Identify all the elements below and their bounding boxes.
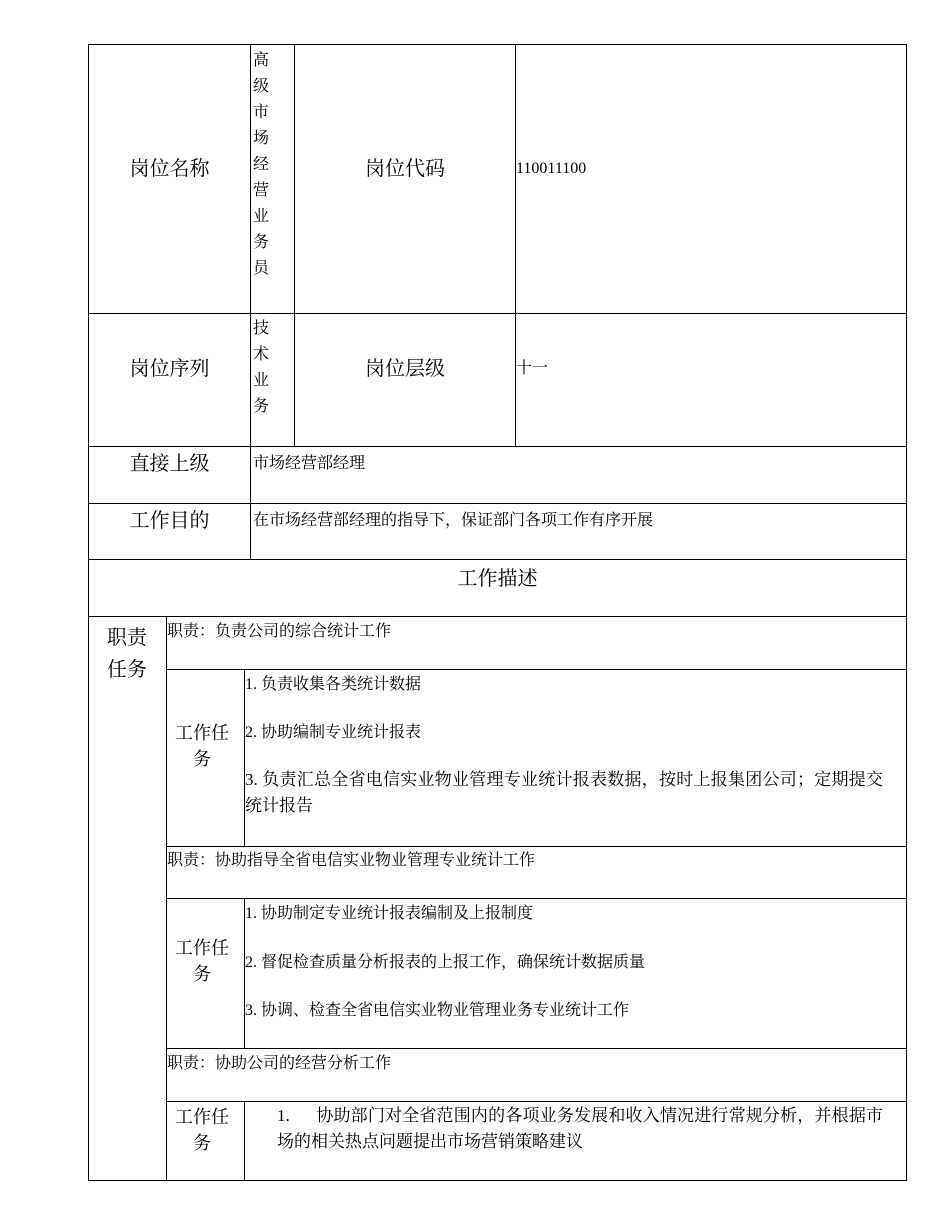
- supervisor-label: 直接上级: [129, 453, 210, 475]
- position-name-value: 高级市场经营业务员: [252, 52, 269, 277]
- task-label: 工作任务: [175, 723, 229, 769]
- purpose-value: 在市场经营部经理的指导下，保证部门各项工作有序开展: [253, 512, 654, 529]
- column-divider: [294, 44, 295, 446]
- duty-title: 职责：协助指导全省电信实业物业管理专业统计工作: [167, 852, 536, 869]
- position-sequence-value: 技术业务: [252, 320, 269, 415]
- task-item: 3. 负责汇总全省电信实业物业管理专业统计报表数据，按时上报集团公司；定期提交统计报告: [245, 770, 883, 815]
- duty-title: 职责：负责公司的综合统计工作: [167, 623, 392, 640]
- task-item: 1. 协助制定专业统计报表编制及上报制度: [245, 905, 534, 922]
- table-border-left: [88, 44, 89, 1181]
- position-sequence-label: 岗位序列: [129, 358, 210, 380]
- position-code-label: 岗位代码: [365, 158, 445, 180]
- row-divider: [88, 559, 907, 560]
- task-item: 2. 督促检查质量分析报表的上报工作，确保统计数据质量: [245, 954, 646, 971]
- row-divider: [166, 669, 907, 670]
- row-divider: [88, 616, 907, 617]
- column-divider: [166, 616, 167, 1181]
- task-label: 工作任务: [175, 938, 229, 984]
- column-divider: [244, 1101, 245, 1181]
- supervisor-value: 市场经营部经理: [253, 455, 366, 472]
- duty-column-label: 职责任务: [107, 627, 147, 681]
- task-item: 3. 协调、检查全省电信实业物业管理业务专业统计工作: [245, 1002, 630, 1019]
- purpose-label: 工作目的: [129, 510, 210, 532]
- row-divider: [88, 503, 907, 504]
- row-divider: [166, 898, 907, 899]
- row-divider: [166, 1101, 907, 1102]
- row-divider: [88, 446, 907, 447]
- table-border-right: [906, 44, 907, 1181]
- column-divider: [515, 44, 516, 446]
- task-item: 1. 负责收集各类统计数据: [245, 676, 422, 693]
- task-item: 2. 协助编制专业统计报表: [245, 724, 422, 741]
- position-code-value: 110011100: [516, 160, 587, 177]
- position-name-label: 岗位名称: [129, 158, 210, 180]
- row-divider: [88, 313, 907, 314]
- position-level-label: 岗位层级: [365, 358, 445, 380]
- table-border-bottom: [88, 1180, 907, 1181]
- row-divider: [166, 1048, 907, 1049]
- row-divider: [166, 846, 907, 847]
- task-item: 1. 协助部门对全省范围内的各项业务发展和收入情况进行常规分析，并根据市场的相关热点问题提出市场营销策略建议: [277, 1106, 883, 1151]
- table-border-top: [88, 44, 907, 45]
- duty-title: 职责：协助公司的经营分析工作: [167, 1055, 392, 1072]
- column-divider: [244, 669, 245, 847]
- task-label: 工作任务: [175, 1107, 229, 1153]
- section-title: 工作描述: [457, 568, 538, 590]
- position-level-value: 十一: [516, 360, 549, 377]
